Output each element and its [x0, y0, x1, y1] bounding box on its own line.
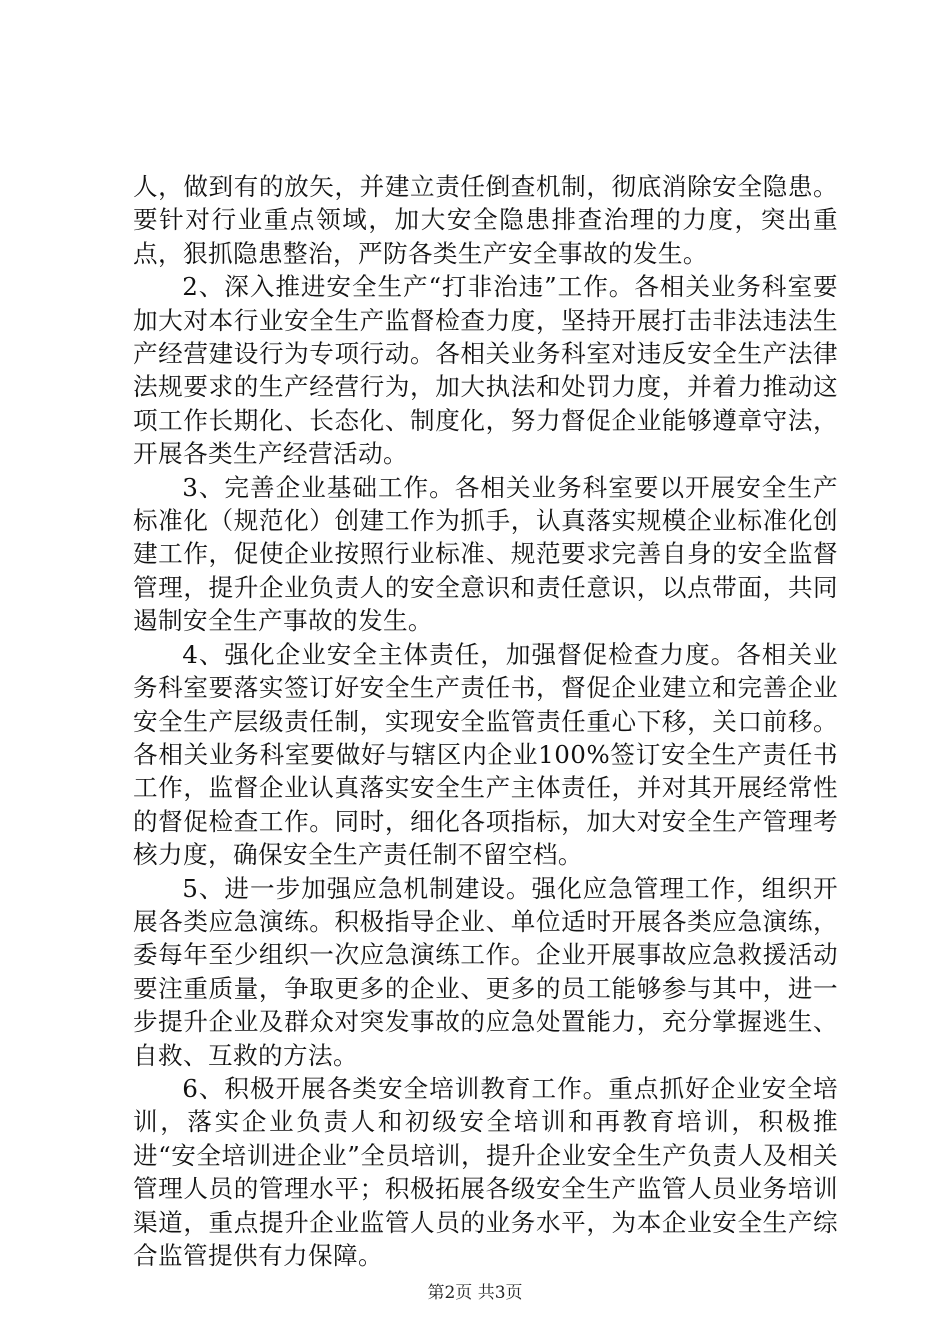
- paragraph-continuation: 人，做到有的放矢，并建立责任倒查机制，彻底消除安全隐患。要针对行业重点领域，加大安全隐患排查治理的力度，突出重点，狠抓隐患整治，严防各类生产安全事故的发生。: [133, 172, 838, 268]
- page-number-footer: 第2页 共3页: [427, 1283, 523, 1303]
- document-body: [133, 170, 838, 1272]
- paragraph-item-6: 6、积极开展各类安全培训教育工作。重点抓好企业安全培训，落实企业负责人和初级安全培训和再教育培训，积极推进“安全培训进企业”全员培训，提升企业安全生产负责人及相关管理人员的管理水平；积极拓展各级安全生产监管人员业务培训渠道，重点提升企业监管人员的业务水平，为本企业安全生产综合监管提供有力保障。: [133, 1073, 838, 1270]
- paragraph-item-2: 2、深入推进安全生产“打非治违”工作。各相关业务科室要加大对本行业安全生产监督检查力度，坚持开展打击非法违法生产经营建设行为专项行动。各相关业务科室对违反安全生产法律法规要求的生产经营行为，加大执法和处罚力度，并着力推动这项工作长期化、长态化、制度化，努力督促企业能够遵章守法，开展各类生产经营活动。: [133, 272, 838, 469]
- paragraph-item-5: 5、进一步加强应急机制建设。强化应急管理工作，组织开展各类应急演练。积极指导企业、单位适时开展各类应急演练，委每年至少组织一次应急演练工作。企业开展事故应急救援活动要注重质量，争取更多的企业、更多的员工能够参与其中，进一步提升企业及群众对突发事故的应急处置能力，充分掌握逃生、自救、互救的方法。: [133, 873, 838, 1070]
- paragraph-item-3: 3、完善企业基础工作。各相关业务科室要以开展安全生产标准化（规范化）创建工作为抓手，认真落实规模企业标准化创建工作，促使企业按照行业标准、规范要求完善自身的安全监督管理，提升企业负责人的安全意识和责任意识，以点带面，共同遏制安全生产事故的发生。: [133, 472, 838, 636]
- paragraph-item-4: 4、强化企业安全主体责任，加强督促检查力度。各相关业务科室要落实签订好安全生产责任书，督促企业建立和完善企业安全生产层级责任制，实现安全监管责任重心下移，关口前移。各相关业务科室要做好与辖区内企业100%签订安全生产责任书工作，监督企业认真落实安全生产主体责任，并对其开展经常性的督促检查工作。同时，细化各项指标，加大对安全生产管理考核力度，确保安全生产责任制不留空档。: [133, 639, 838, 870]
